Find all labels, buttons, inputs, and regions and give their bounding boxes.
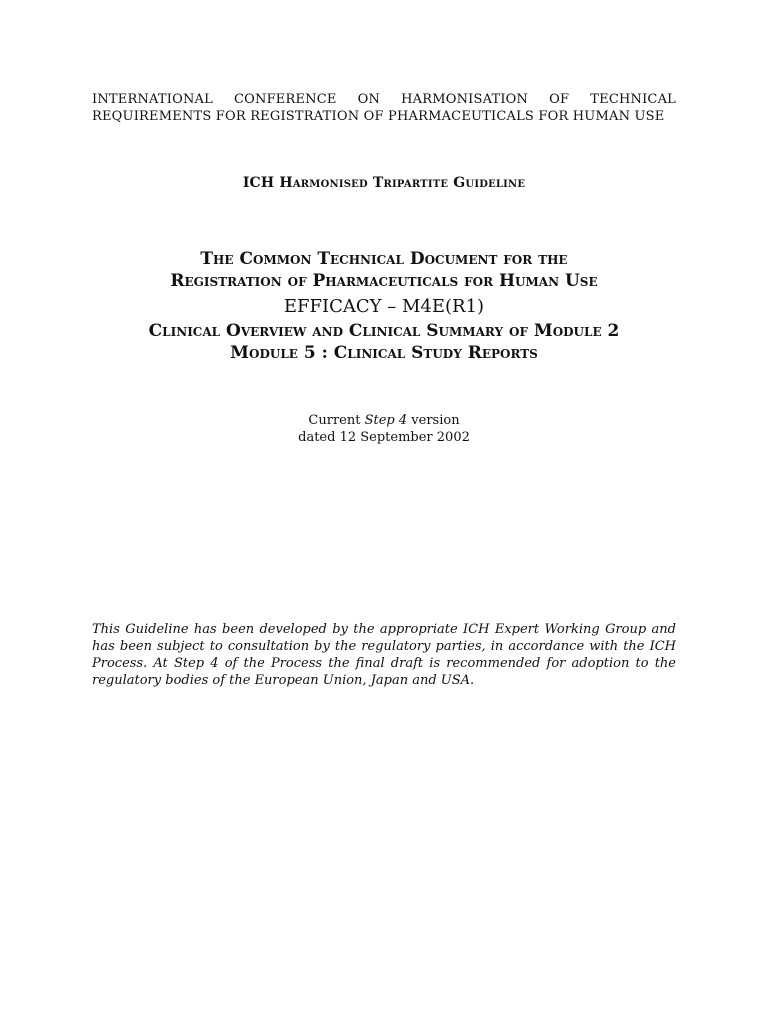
- version-info: [92, 412, 676, 446]
- title-line-5: Module 5 : Clinical Study Reports: [230, 343, 538, 363]
- version-line: [92, 412, 676, 429]
- guideline-notice: This Guideline has been developed by the appropriate ICH Expert Working Group and has been subject to consultation by the regulatory parties, in accordance with the ICH Process. At Step 4 of the Process the final draft is recommended for adoption to the regulatory bodies of the European Union, Japan and USA.: [92, 622, 676, 688]
- version-date: dated 12 September 2002: [298, 430, 470, 445]
- version-prefix: Current: [308, 413, 365, 428]
- title-efficacy-code: EFFICACY – M4E(R1): [283, 296, 485, 317]
- title-line-1: The Common Technical Document for the: [200, 249, 568, 269]
- document-title: [92, 248, 676, 364]
- title-line-4: Clinical Overview and Clinical Summary of Module 2: [148, 321, 620, 341]
- version-suffix: version: [407, 413, 460, 428]
- version-step: Step 4: [364, 413, 408, 428]
- title-line-2: Registration of Pharmaceuticals for Human Use: [170, 271, 598, 291]
- guideline-type: ICH Harmonised Tripartite Guideline: [242, 175, 526, 191]
- conference-heading: INTERNATIONAL CONFERENCE ON HARMONISATION OF TECHNICAL REQUIREMENTS FOR REGISTRATION OF PHARMACEUTICALS FOR HUMAN USE: [92, 92, 676, 124]
